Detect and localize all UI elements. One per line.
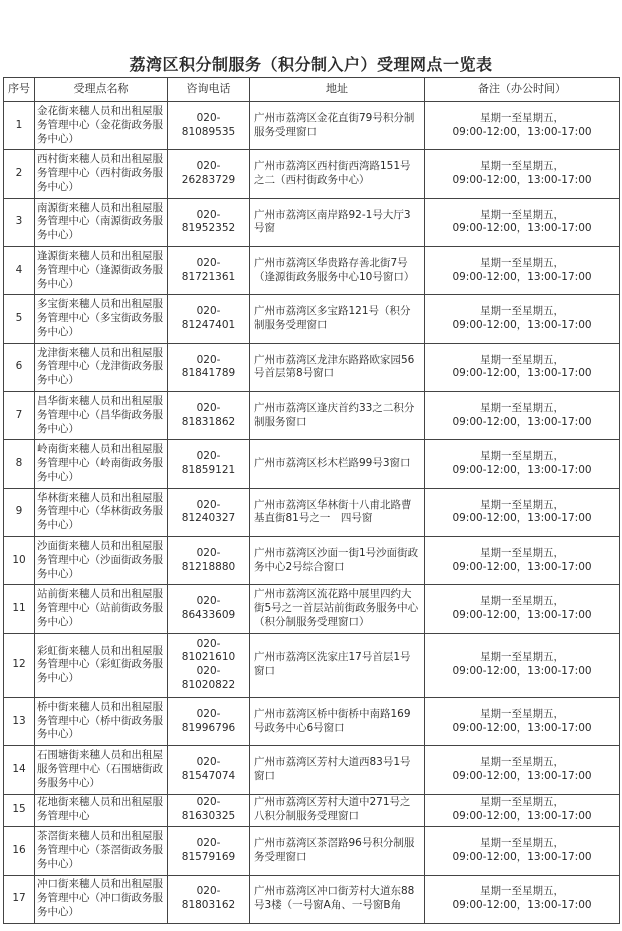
row-address: 广州市荔湾区杉木栏路99号3窗口	[250, 440, 425, 488]
table-row	[4, 343, 620, 391]
row-office-hours: 星期一至星期五， 09:00-12:00，13:00-17:00	[425, 295, 620, 343]
row-phone: 020-26283729	[168, 150, 250, 198]
row-name: 石围塘街来穗人员和出租屋服务管理中心（石围塘街政务服务中心）	[35, 746, 168, 794]
row-office-hours: 星期一至星期五， 09:00-12:00，13:00-17:00	[425, 488, 620, 536]
table-row	[4, 392, 620, 440]
row-name: 沙面街来穗人员和出租屋服务管理中心（沙面街政务服务中心）	[35, 537, 168, 585]
row-name: 西村街来穗人员和出租屋服务管理中心（西村街政务服务中心）	[35, 150, 168, 198]
row-name: 昌华街来穗人员和出租屋服务管理中心（昌华街政务服务中心）	[35, 392, 168, 440]
row-address: 广州市荔湾区洗家庄17号首层1号窗口	[250, 633, 425, 697]
row-address: 广州市荔湾区流花路中展里四约大街5号之一首层站前街政务服务中心（积分制服务受理窗口）	[250, 585, 425, 633]
row-name: 多宝街来穗人员和出租屋服务管理中心（多宝街政务服务中心）	[35, 295, 168, 343]
row-phone: 020-81089535	[168, 102, 250, 150]
row-address: 广州市荔湾区多宝路121号（积分制服务受理窗口	[250, 295, 425, 343]
row-office-hours: 星期一至星期五， 09:00-12:00，13:00-17:00	[425, 633, 620, 697]
row-office-hours: 星期一至星期五， 09:00-12:00，13:00-17:00	[425, 697, 620, 745]
row-office-hours: 星期一至星期五， 09:00-12:00，13:00-17:00	[425, 392, 620, 440]
row-name: 彩虹街来穗人员和出租屋服务管理中心（彩虹街政务服务中心）	[35, 633, 168, 697]
row-address: 广州市荔湾区茶滘路96号积分制服务受理窗口	[250, 827, 425, 875]
service-points-table	[3, 77, 620, 924]
table-row	[4, 827, 620, 875]
row-phone: 020-81247401	[168, 295, 250, 343]
row-name: 南源街来穗人员和出租屋服务管理中心（南源街政务服务中心）	[35, 198, 168, 246]
row-address: 广州市荔湾区南岸路92-1号大厅3号窗	[250, 198, 425, 246]
row-number: 6	[4, 343, 35, 391]
table-row	[4, 794, 620, 827]
row-office-hours: 星期一至星期五， 09:00-12:00，13:00-17:00	[425, 746, 620, 794]
row-address: 广州市荔湾区华林街十八甫北路曹基直街81号之一 四号窗	[250, 488, 425, 536]
row-phone: 020-81996796	[168, 697, 250, 745]
table-row	[4, 440, 620, 488]
row-number: 2	[4, 150, 35, 198]
row-phone: 020-81218880	[168, 537, 250, 585]
table-body	[4, 102, 620, 924]
header-no: 序号	[4, 78, 35, 102]
row-address: 广州市荔湾区华贵路存善北街7号（逢源街政务服务中心10号窗口）	[250, 247, 425, 295]
row-address: 广州市荔湾区冲口街芳村大道东88号3楼（一号窗A角、一号窗B角	[250, 875, 425, 924]
row-phone: 020-81721361	[168, 247, 250, 295]
row-name: 冲口街来穗人员和出租屋服务管理中心（冲口街政务服务中心）	[35, 875, 168, 924]
row-number: 3	[4, 198, 35, 246]
row-name: 逢源街来穗人员和出租屋服务管理中心（逢源街政务服务中心）	[35, 247, 168, 295]
row-office-hours: 星期一至星期五， 09:00-12:00，13:00-17:00	[425, 247, 620, 295]
row-address: 广州市荔湾区西村街西湾路151号之二（西村街政务中心）	[250, 150, 425, 198]
row-number: 15	[4, 794, 35, 827]
row-number: 7	[4, 392, 35, 440]
table-row	[4, 488, 620, 536]
row-phone: 020-81240327	[168, 488, 250, 536]
row-address: 广州市荔湾区芳村大道中271号之八积分制服务受理窗口	[250, 794, 425, 827]
row-phone: 020-81841789	[168, 343, 250, 391]
row-phone: 020-81831862	[168, 392, 250, 440]
row-phone: 020-81859121	[168, 440, 250, 488]
row-phone: 020-81803162	[168, 875, 250, 924]
row-name: 龙津街来穗人员和出租屋服务管理中心（龙津街政务服务中心）	[35, 343, 168, 391]
page-title: 荔湾区积分制服务（积分制入户）受理网点一览表	[129, 55, 493, 74]
row-address: 广州市荔湾区龙津东路路欧家园56号首层第8号窗口	[250, 343, 425, 391]
table-row	[4, 295, 620, 343]
row-office-hours: 星期一至星期五， 09:00-12:00，13:00-17:00	[425, 343, 620, 391]
row-name: 岭南街来穗人员和出租屋服务管理中心（岭南街政务服务中心）	[35, 440, 168, 488]
table-row	[4, 150, 620, 198]
row-number: 5	[4, 295, 35, 343]
row-number: 4	[4, 247, 35, 295]
row-name: 花地街来穗人员和出租屋服务管理中心	[35, 794, 168, 827]
row-name: 华林街来穗人员和出租屋服务管理中心（华林街政务服务中心）	[35, 488, 168, 536]
row-number: 1	[4, 102, 35, 150]
row-office-hours: 星期一至星期五， 09:00-12:00，13:00-17:00	[425, 150, 620, 198]
row-phone: 020-81021610 020-81020822	[168, 633, 250, 697]
row-phone: 020-81952352	[168, 198, 250, 246]
row-phone: 020-81579169	[168, 827, 250, 875]
table-row	[4, 633, 620, 697]
row-office-hours: 星期一至星期五， 09:00-12:00，13:00-17:00	[425, 827, 620, 875]
row-address: 广州市荔湾区芳村大道西83号1号窗口	[250, 746, 425, 794]
table-row	[4, 585, 620, 633]
row-address: 广州市荔湾区沙面一街1号沙面街政务中心2号综合窗口	[250, 537, 425, 585]
row-address: 广州市荔湾区桥中街桥中南路169号政务中心6号窗口	[250, 697, 425, 745]
row-office-hours: 星期一至星期五， 09:00-12:00，13:00-17:00	[425, 102, 620, 150]
table-row	[4, 102, 620, 150]
table-row	[4, 746, 620, 794]
row-phone: 020-86433609	[168, 585, 250, 633]
row-number: 8	[4, 440, 35, 488]
row-address: 广州市荔湾区金花直街79号积分制服务受理窗口	[250, 102, 425, 150]
row-number: 12	[4, 633, 35, 697]
row-address: 广州市荔湾区逢庆首约33之二积分制服务窗口	[250, 392, 425, 440]
row-office-hours: 星期一至星期五， 09:00-12:00，13:00-17:00	[425, 537, 620, 585]
row-office-hours: 星期一至星期五， 09:00-12:00，13:00-17:00	[425, 794, 620, 827]
row-number: 14	[4, 746, 35, 794]
row-name: 桥中街来穗人员和出租屋服务管理中心（桥中街政务服务中心）	[35, 697, 168, 745]
header-address: 地址	[250, 78, 425, 102]
row-name: 金花街来穗人员和出租屋服务管理中心（金花街政务服务中心）	[35, 102, 168, 150]
row-office-hours: 星期一至星期五， 09:00-12:00，13:00-17:00	[425, 440, 620, 488]
table-row	[4, 875, 620, 924]
header-note: 备注（办公时间）	[425, 78, 620, 102]
row-number: 9	[4, 488, 35, 536]
row-number: 10	[4, 537, 35, 585]
header-name: 受理点名称	[35, 78, 168, 102]
row-office-hours: 星期一至星期五， 09:00-12:00，13:00-17:00	[425, 585, 620, 633]
row-number: 11	[4, 585, 35, 633]
row-number: 13	[4, 697, 35, 745]
row-name: 茶滘街来穗人员和出租屋服务管理中心（茶滘街政务服务中心）	[35, 827, 168, 875]
table-row	[4, 697, 620, 745]
row-number: 17	[4, 875, 35, 924]
header-phone: 咨询电话	[168, 78, 250, 102]
table-row	[4, 198, 620, 246]
row-phone: 020-81630325	[168, 794, 250, 827]
row-phone: 020-81547074	[168, 746, 250, 794]
table-header-row	[4, 78, 620, 102]
row-number: 16	[4, 827, 35, 875]
table-row	[4, 537, 620, 585]
row-office-hours: 星期一至星期五， 09:00-12:00，13:00-17:00	[425, 875, 620, 924]
table-row	[4, 247, 620, 295]
row-office-hours: 星期一至星期五， 09:00-12:00，13:00-17:00	[425, 198, 620, 246]
row-name: 站前街来穗人员和出租屋服务管理中心（站前街政务服务中心）	[35, 585, 168, 633]
